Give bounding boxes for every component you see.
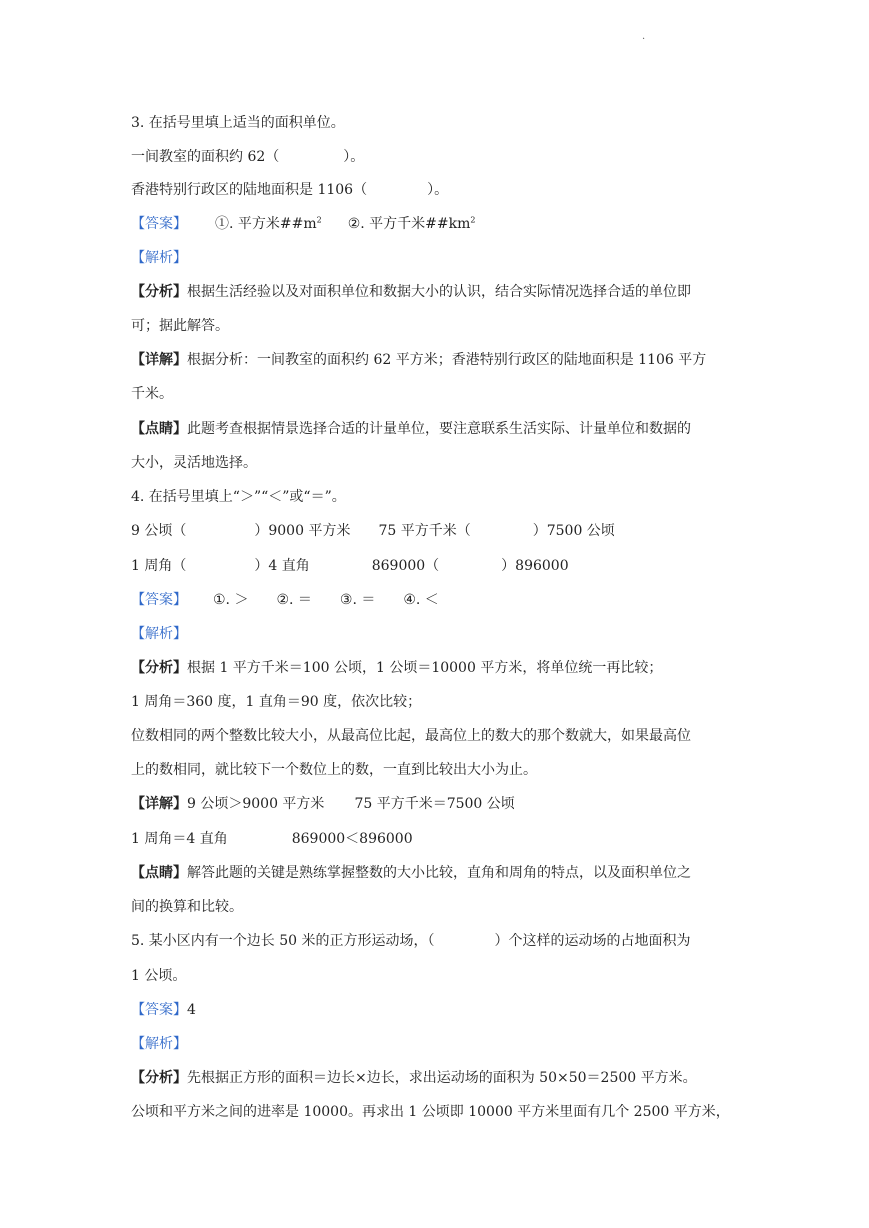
q5-title-a: 5. 某小区内有一个边长 50 米的正方形运动场，（ bbox=[131, 933, 435, 949]
q4-answer-1: ①. ＞ bbox=[213, 592, 249, 608]
q3-analysis-tag: 【解析】 bbox=[131, 250, 187, 266]
q4-row1-a: 9 公顷（ bbox=[131, 523, 187, 539]
q4-answer-4: ④. ＜ bbox=[403, 592, 439, 608]
q4-title: 4. 在括号里填上“＞”“＜”或“＝”。 bbox=[131, 489, 346, 505]
q3-xiangjie-2: 千米。 bbox=[131, 386, 173, 402]
q4-row1 bbox=[131, 521, 615, 541]
q3-xiangjie-tag: 【详解】 bbox=[131, 352, 187, 368]
q4-row2-b: ）4 直角 bbox=[254, 558, 310, 574]
q3-title: 3. 在括号里填上适当的面积单位。 bbox=[131, 115, 345, 131]
q5-title bbox=[131, 931, 691, 951]
q3-fenxi-tag: 【分析】 bbox=[131, 284, 187, 300]
q4-dianjing-tag: 【点睛】 bbox=[131, 865, 187, 881]
q4-answer bbox=[131, 590, 439, 610]
q4-row2-d: ）896000 bbox=[501, 558, 569, 574]
q3-fenxi-text-1: 根据生活经验以及对面积单位和数据大小的认识，结合实际情况选择合适的单位即 bbox=[187, 284, 691, 300]
q3-dianjing-tag: 【点睛】 bbox=[131, 421, 187, 437]
q4-row1-c: 75 平方千米（ bbox=[378, 523, 471, 539]
q4-row2-a: 1 周角（ bbox=[131, 558, 187, 574]
q3-line2-a: 香港特别行政区的陆地面积是 1106（ bbox=[131, 182, 368, 198]
q3-line2 bbox=[131, 180, 448, 200]
q4-answer-2: ②. ＝ bbox=[276, 592, 312, 608]
q4-dianjing-text-1: 解答此题的关键是熟练掌握整数的大小比较，直角和周角的特点，以及面积单位之 bbox=[187, 865, 691, 881]
q3-xiangjie-1 bbox=[131, 350, 706, 370]
q4-fenxi-4: 上的数相同，就比较下一个数位上的数，一直到比较出大小为止。 bbox=[131, 762, 537, 778]
q3-answer bbox=[131, 214, 476, 234]
q4-row1-b: ）9000 平方米 bbox=[254, 523, 351, 539]
q3-answer-2: ②. 平方千米##km bbox=[347, 216, 471, 232]
q4-fenxi-text-1: 根据 1 平方千米＝100 公顷，1 公顷＝10000 平方米，将单位统一再比较； bbox=[187, 660, 663, 676]
q3-answer-1: ①. 平方米##m bbox=[215, 216, 317, 232]
q3-answer-1-sup: 2 bbox=[316, 215, 322, 225]
q4-xiangjie-tag: 【详解】 bbox=[131, 796, 187, 812]
q4-xiangjie-2b: 869000＜896000 bbox=[291, 831, 413, 847]
q5-title-b: ）个这样的运动场的占地面积为 bbox=[494, 933, 691, 949]
q4-xiangjie-2a: 1 周角＝4 直角 bbox=[131, 831, 228, 847]
q4-row1-d: ）7500 公顷 bbox=[532, 523, 615, 539]
q4-fenxi-2: 1 周角＝360 度，1 直角＝90 度，依次比较； bbox=[131, 694, 422, 710]
q4-dianjing-2: 间的换算和比较。 bbox=[131, 899, 243, 915]
q3-dianjing-1 bbox=[131, 419, 691, 439]
q3-line1-a: 一间教室的面积约 62（ bbox=[131, 149, 280, 165]
q4-answer-3: ③. ＝ bbox=[339, 592, 376, 608]
q5-fenxi-tag: 【分析】 bbox=[131, 1070, 187, 1086]
q5-answer-value: 4 bbox=[187, 1002, 196, 1018]
q3-fenxi-1 bbox=[131, 282, 691, 302]
q5-title-2: 1 公顷。 bbox=[131, 968, 187, 984]
q5-answer bbox=[131, 1000, 196, 1020]
header-dot: · bbox=[642, 34, 646, 45]
q5-answer-tag: 【答案】 bbox=[131, 1002, 187, 1018]
q4-fenxi-tag: 【分析】 bbox=[131, 660, 187, 676]
q4-dianjing-1 bbox=[131, 863, 691, 883]
q3-line2-b: ）。 bbox=[427, 182, 449, 198]
q5-fenxi-text-1: 先根据正方形的面积＝边长×边长，求出运动场的面积为 50×50＝2500 平方米。 bbox=[187, 1070, 697, 1086]
q4-xiangjie-2 bbox=[131, 829, 413, 849]
q4-fenxi-3: 位数相同的两个整数比较大小，从最高位比起，最高位上的数大的那个数就大，如果最高位 bbox=[131, 728, 691, 744]
q5-fenxi-2: 公顷和平方米之间的进率是 10000。再求出 1 公顷即 10000 平方米里面有几个 2500 平方米， bbox=[131, 1104, 730, 1120]
q4-answer-tag: 【答案】 bbox=[131, 592, 187, 608]
q3-xiangjie-text-1: 根据分析：一间教室的面积约 62 平方米；香港特别行政区的陆地面积是 1106 平方 bbox=[187, 352, 707, 368]
q3-answer-2-sup: 2 bbox=[470, 215, 476, 225]
q4-row2 bbox=[131, 556, 569, 576]
q3-line1-b: ）。 bbox=[343, 149, 365, 165]
q4-fenxi-1 bbox=[131, 658, 662, 678]
q3-dianjing-text-1: 此题考查根据情景选择合适的计量单位，要注意联系生活实际、计量单位和数据的 bbox=[187, 421, 691, 437]
q3-dianjing-2: 大小，灵活地选择。 bbox=[131, 455, 257, 471]
q3-fenxi-2: 可；据此解答。 bbox=[131, 318, 229, 334]
q5-fenxi-1 bbox=[131, 1068, 697, 1088]
q3-line1 bbox=[131, 147, 364, 167]
q4-xiangjie-1a: 9 公顷＞9000 平方米 bbox=[187, 796, 325, 812]
q4-row2-c: 869000（ bbox=[371, 558, 440, 574]
q4-analysis-tag: 【解析】 bbox=[131, 626, 187, 642]
q5-analysis-tag: 【解析】 bbox=[131, 1036, 187, 1052]
q3-answer-tag: 【答案】 bbox=[131, 216, 187, 232]
q4-xiangjie-1 bbox=[131, 794, 515, 814]
q4-xiangjie-1b: 75 平方千米＝7500 公顷 bbox=[354, 796, 515, 812]
